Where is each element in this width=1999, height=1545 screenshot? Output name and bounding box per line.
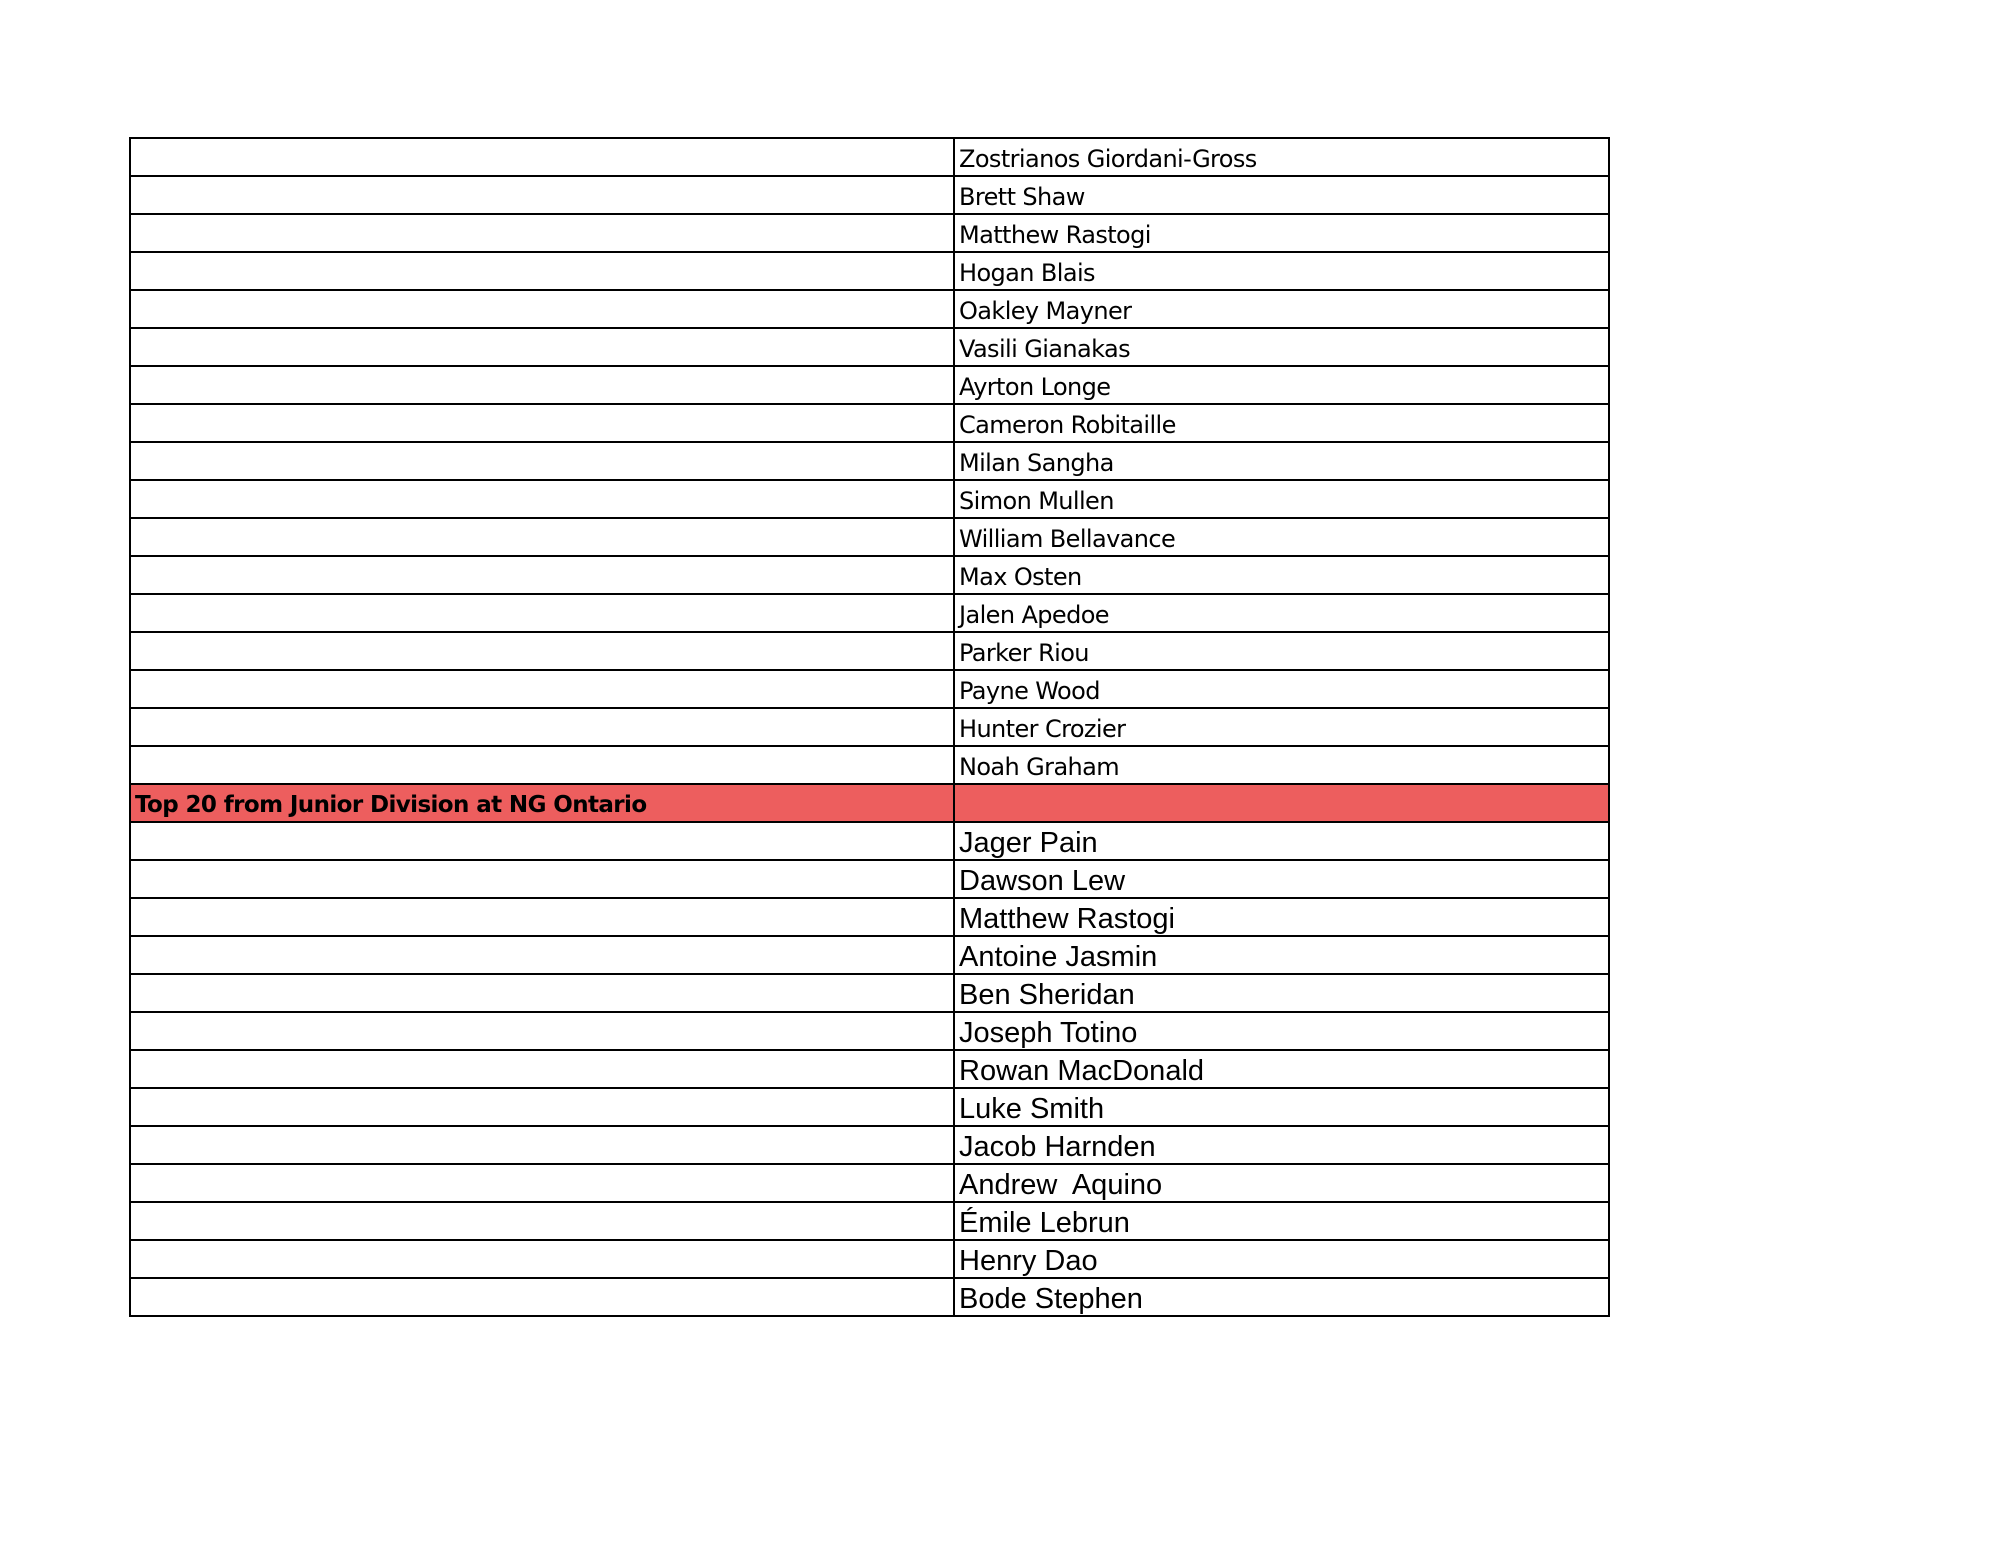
table-row (130, 746, 1609, 784)
name-cell[interactable]: Émile Lebrun (954, 1202, 1609, 1240)
table-row (130, 1240, 1609, 1278)
section-header (130, 784, 1609, 822)
empty-cell[interactable] (130, 1278, 954, 1316)
table-row (130, 176, 1609, 214)
name-cell[interactable]: Matthew Rastogi (954, 214, 1609, 252)
name-cell[interactable]: Oakley Mayner (954, 290, 1609, 328)
empty-cell[interactable] (130, 1126, 954, 1164)
empty-cell[interactable] (130, 518, 954, 556)
empty-cell[interactable] (130, 594, 954, 632)
name-cell[interactable]: Vasili Gianakas (954, 328, 1609, 366)
table-row (130, 1278, 1609, 1316)
name-cell[interactable]: Rowan MacDonald (954, 1050, 1609, 1088)
name-cell[interactable]: Jacob Harnden (954, 1126, 1609, 1164)
empty-cell[interactable] (130, 746, 954, 784)
name-cell[interactable]: Antoine Jasmin (954, 936, 1609, 974)
name-cell[interactable]: Luke Smith (954, 1088, 1609, 1126)
name-cell[interactable]: Zostrianos Giordani-Gross (954, 138, 1609, 176)
table-row (130, 480, 1609, 518)
empty-cell[interactable] (130, 708, 954, 746)
name-cell[interactable]: Bode Stephen (954, 1278, 1609, 1316)
empty-cell[interactable] (130, 974, 954, 1012)
table-row (130, 1164, 1609, 1202)
name-cell[interactable]: Noah Graham (954, 746, 1609, 784)
empty-cell[interactable] (130, 822, 954, 860)
name-cell[interactable]: Jalen Apedoe (954, 594, 1609, 632)
empty-cell[interactable] (130, 138, 954, 176)
table-row (130, 1088, 1609, 1126)
table-row (130, 442, 1609, 480)
table-row (130, 822, 1609, 860)
name-cell[interactable]: Dawson Lew (954, 860, 1609, 898)
table-row (130, 632, 1609, 670)
table-row (130, 1126, 1609, 1164)
table-row (130, 974, 1609, 1012)
group-2-rows (130, 822, 1609, 1316)
name-cell[interactable]: Cameron Robitaille (954, 404, 1609, 442)
table-row (130, 366, 1609, 404)
table-row (130, 518, 1609, 556)
name-cell[interactable]: Hunter Crozier (954, 708, 1609, 746)
name-cell[interactable]: Andrew Aquino (954, 1164, 1609, 1202)
empty-cell[interactable] (130, 404, 954, 442)
table-row (130, 290, 1609, 328)
empty-cell[interactable] (130, 214, 954, 252)
empty-cell[interactable] (130, 290, 954, 328)
empty-cell[interactable] (130, 1088, 954, 1126)
table-row (130, 556, 1609, 594)
table-row (130, 898, 1609, 936)
table-row (130, 670, 1609, 708)
empty-cell[interactable] (130, 1050, 954, 1088)
table-row (130, 214, 1609, 252)
empty-cell[interactable] (130, 632, 954, 670)
section-row (130, 784, 1609, 822)
name-cell[interactable]: Henry Dao (954, 1240, 1609, 1278)
empty-cell[interactable] (130, 1164, 954, 1202)
table-row (130, 1202, 1609, 1240)
empty-cell[interactable] (130, 176, 954, 214)
table-row (130, 252, 1609, 290)
group-1-rows (130, 138, 1609, 784)
name-cell[interactable]: Hogan Blais (954, 252, 1609, 290)
table-row (130, 860, 1609, 898)
name-cell[interactable]: Parker Riou (954, 632, 1609, 670)
empty-cell[interactable] (130, 328, 954, 366)
empty-cell[interactable] (130, 860, 954, 898)
table-row (130, 1012, 1609, 1050)
name-cell[interactable]: Ayrton Longe (954, 366, 1609, 404)
empty-cell[interactable] (130, 1240, 954, 1278)
name-cell[interactable]: William Bellavance (954, 518, 1609, 556)
empty-cell[interactable] (130, 1012, 954, 1050)
table-row (130, 936, 1609, 974)
empty-cell[interactable] (130, 366, 954, 404)
name-cell[interactable]: Joseph Totino (954, 1012, 1609, 1050)
empty-cell[interactable] (130, 442, 954, 480)
name-cell[interactable]: Payne Wood (954, 670, 1609, 708)
table-row (130, 138, 1609, 176)
name-cell[interactable]: Max Osten (954, 556, 1609, 594)
name-cell[interactable]: Milan Sangha (954, 442, 1609, 480)
section-title[interactable]: Top 20 from Junior Division at NG Ontario (130, 784, 954, 822)
empty-cell[interactable] (130, 556, 954, 594)
empty-cell[interactable] (130, 936, 954, 974)
empty-cell[interactable] (130, 1202, 954, 1240)
empty-cell[interactable] (130, 670, 954, 708)
name-cell[interactable]: Brett Shaw (954, 176, 1609, 214)
table-row (130, 1050, 1609, 1088)
section-empty-cell[interactable] (954, 784, 1609, 822)
empty-cell[interactable] (130, 898, 954, 936)
empty-cell[interactable] (130, 252, 954, 290)
table-row (130, 708, 1609, 746)
name-cell[interactable]: Matthew Rastogi (954, 898, 1609, 936)
table-row (130, 594, 1609, 632)
name-cell[interactable]: Simon Mullen (954, 480, 1609, 518)
empty-cell[interactable] (130, 480, 954, 518)
table-row (130, 404, 1609, 442)
name-cell[interactable]: Jager Pain (954, 822, 1609, 860)
roster-table (129, 137, 1610, 1317)
name-cell[interactable]: Ben Sheridan (954, 974, 1609, 1012)
table-row (130, 328, 1609, 366)
